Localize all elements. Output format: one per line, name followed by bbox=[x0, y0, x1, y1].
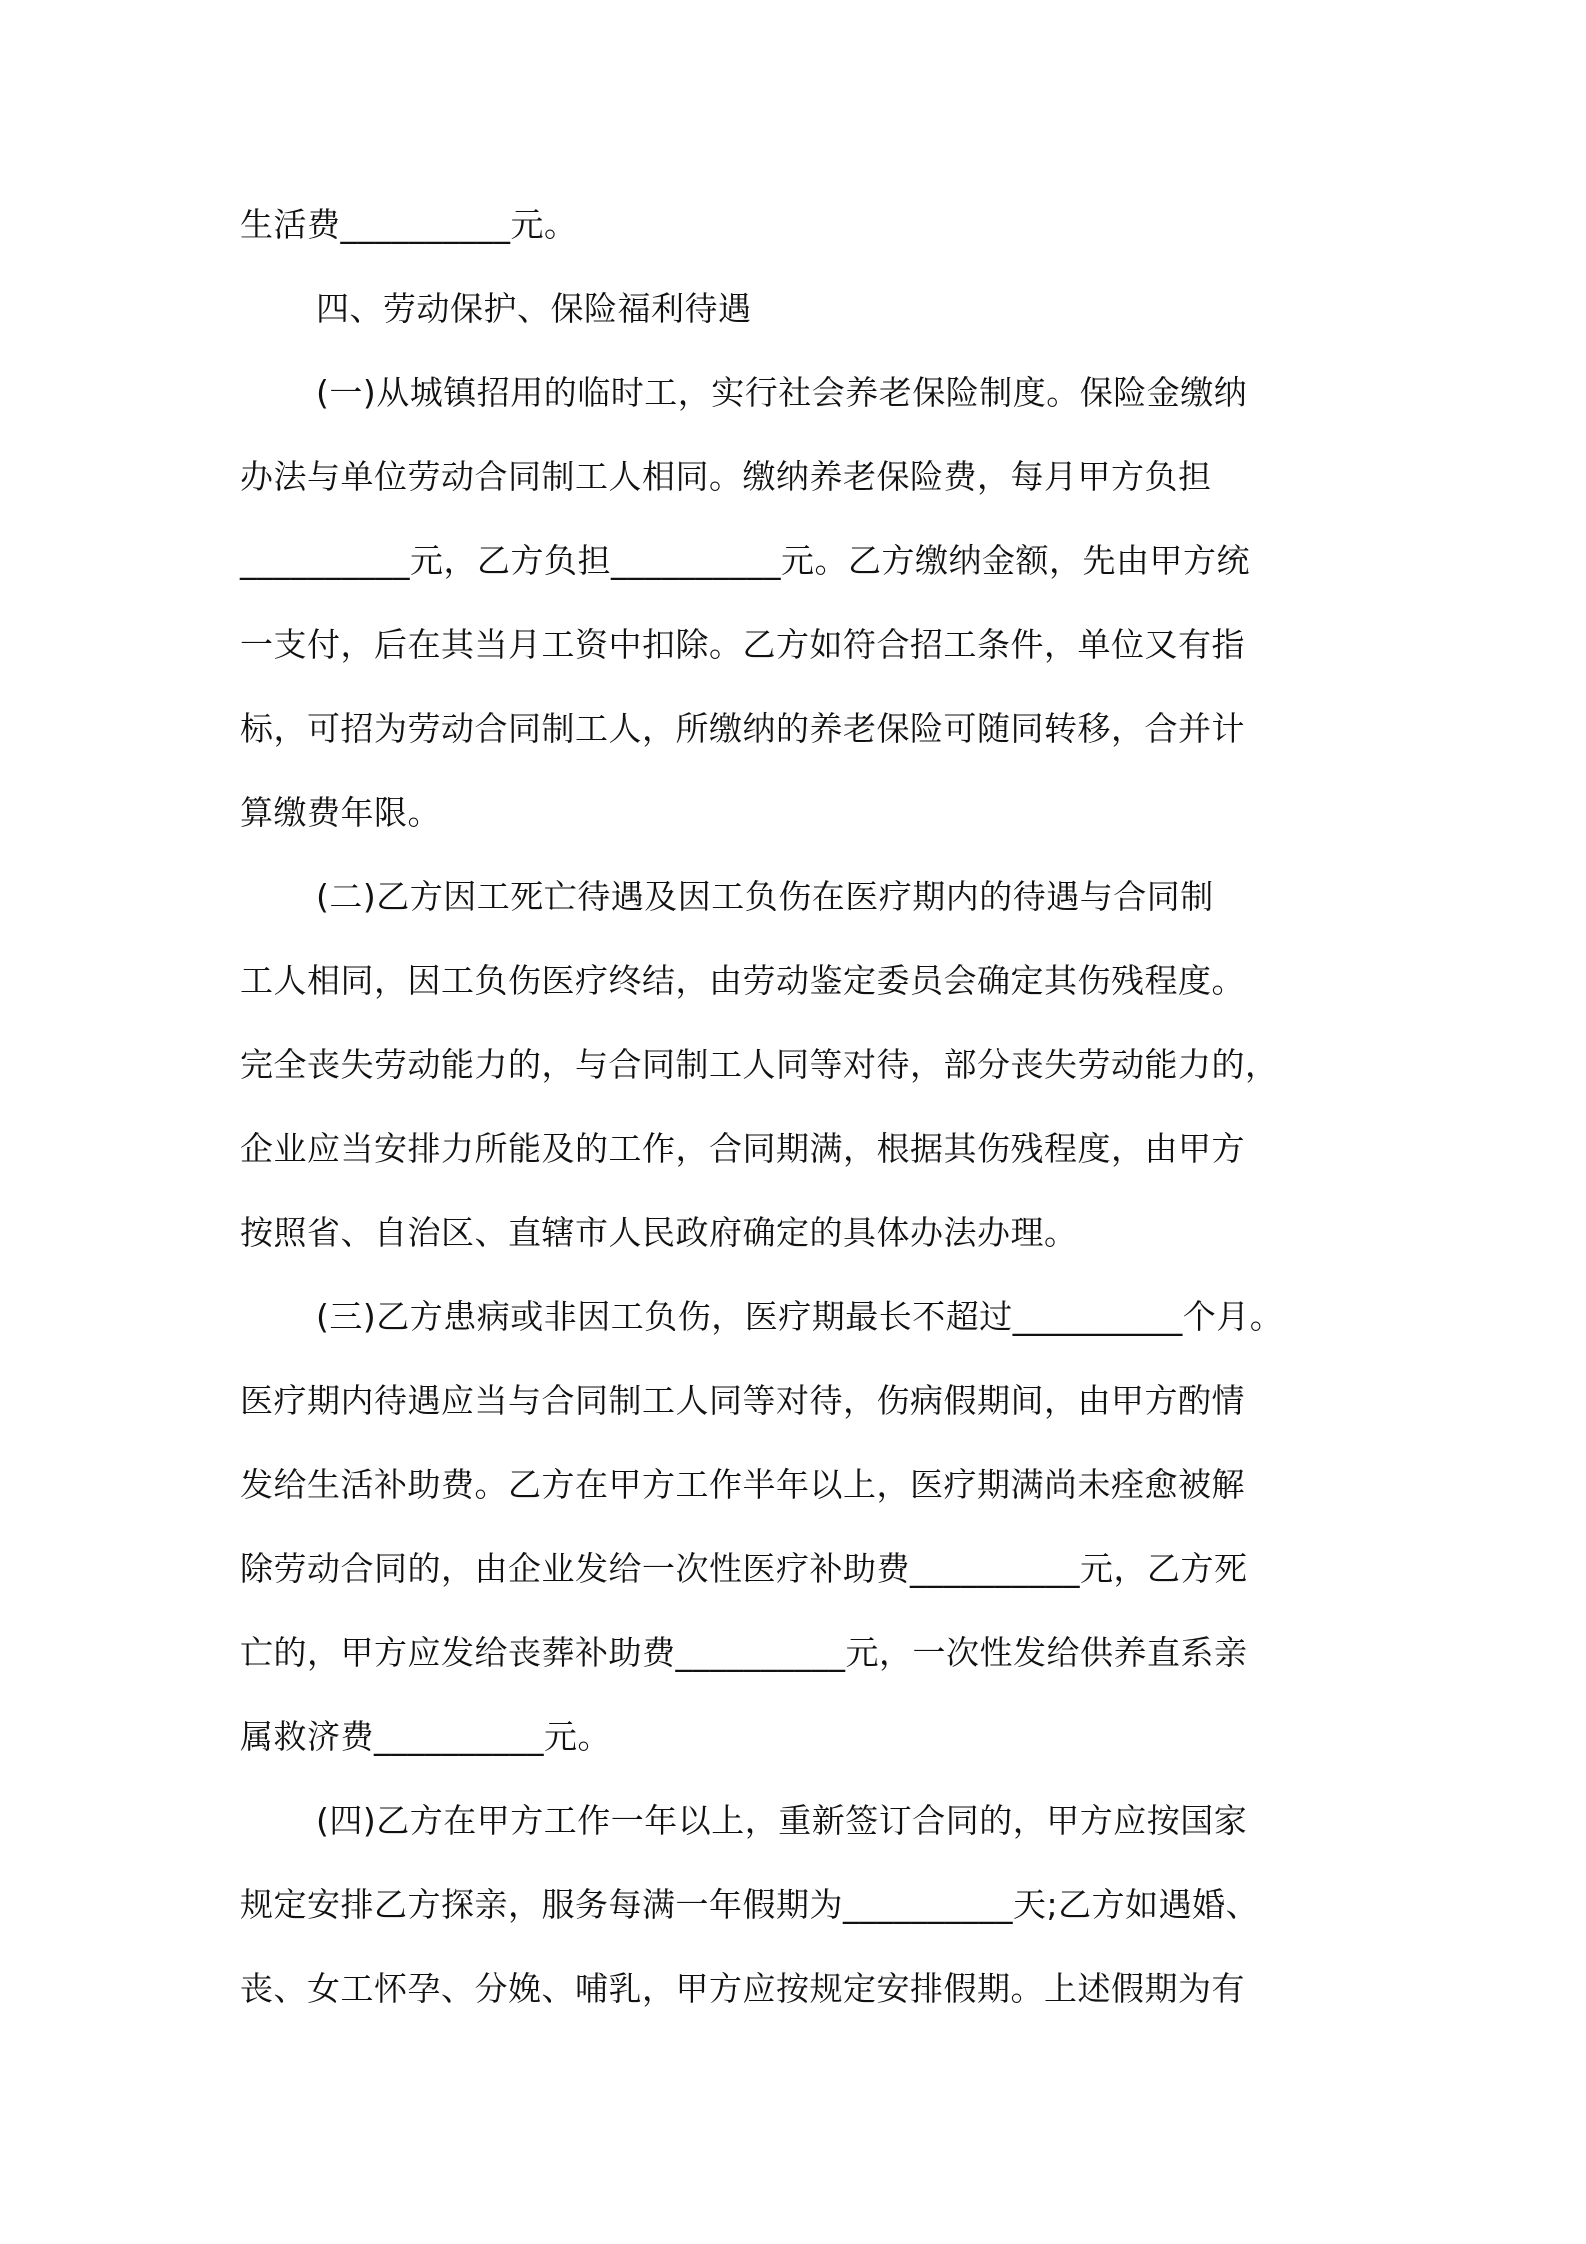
text-line-1: 生活费__________元。 bbox=[240, 205, 578, 244]
text-line-12: 企业应当安排力所能及的工作，合同期满，根据其伤残程度，由甲方 bbox=[240, 1129, 1245, 1168]
text-line-17: 除劳动合同的，由企业发给一次性医疗补助费__________元，乙方死 bbox=[240, 1549, 1248, 1588]
text-line-11: 完全丧失劳动能力的，与合同制工人同等对待，部分丧失劳动能力的， bbox=[240, 1045, 1279, 1084]
text-line-8: 算缴费年限。 bbox=[240, 793, 441, 832]
text-line-5: __________元，乙方负担__________元。乙方缴纳金额，先由甲方统 bbox=[240, 541, 1250, 580]
text-line-7: 标，可招为劳动合同制工人，所缴纳的养老保险可随同转移，合并计 bbox=[240, 709, 1245, 748]
text-line-15: 医疗期内待遇应当与合同制工人同等对待，伤病假期间，由甲方酌情 bbox=[240, 1381, 1245, 1420]
text-line-13: 按照省、自治区、直辖市人民政府确定的具体办法办理。 bbox=[240, 1213, 1078, 1252]
text-line-4: 办法与单位劳动合同制工人相同。缴纳养老保险费，每月甲方负担 bbox=[240, 457, 1212, 496]
text-line-6: 一支付，后在其当月工资中扣除。乙方如符合招工条件，单位又有指 bbox=[240, 625, 1245, 664]
text-line-21: 规定安排乙方探亲，服务每满一年假期为__________天;乙方如遇婚、 bbox=[240, 1885, 1260, 1924]
text-line-16: 发给生活补助费。乙方在甲方工作半年以上，医疗期满尚未痊愈被解 bbox=[240, 1465, 1245, 1504]
text-line-18: 亡的，甲方应发给丧葬补助费__________元，一次性发给供养直系亲 bbox=[240, 1633, 1248, 1672]
text-line-10: 工人相同，因工负伤医疗终结，由劳动鉴定委员会确定其伤残程度。 bbox=[240, 961, 1245, 1000]
section-heading: 四、劳动保护、保险福利待遇 bbox=[316, 289, 752, 328]
text-line-22: 丧、女工怀孕、分娩、哺乳，甲方应按规定安排假期。上述假期为有 bbox=[240, 1969, 1245, 2008]
text-line-14: (三)乙方患病或非因工负伤，医疗期最长不超过__________个月。 bbox=[316, 1297, 1284, 1336]
text-line-9: (二)乙方因工死亡待遇及因工负伤在医疗期内的待遇与合同制 bbox=[316, 877, 1214, 916]
text-line-20: (四)乙方在甲方工作一年以上，重新签订合同的，甲方应按国家 bbox=[316, 1801, 1248, 1840]
text-line-19: 属救济费__________元。 bbox=[240, 1717, 611, 1756]
text-line-3: (一)从城镇招用的临时工，实行社会养老保险制度。保险金缴纳 bbox=[316, 373, 1248, 412]
